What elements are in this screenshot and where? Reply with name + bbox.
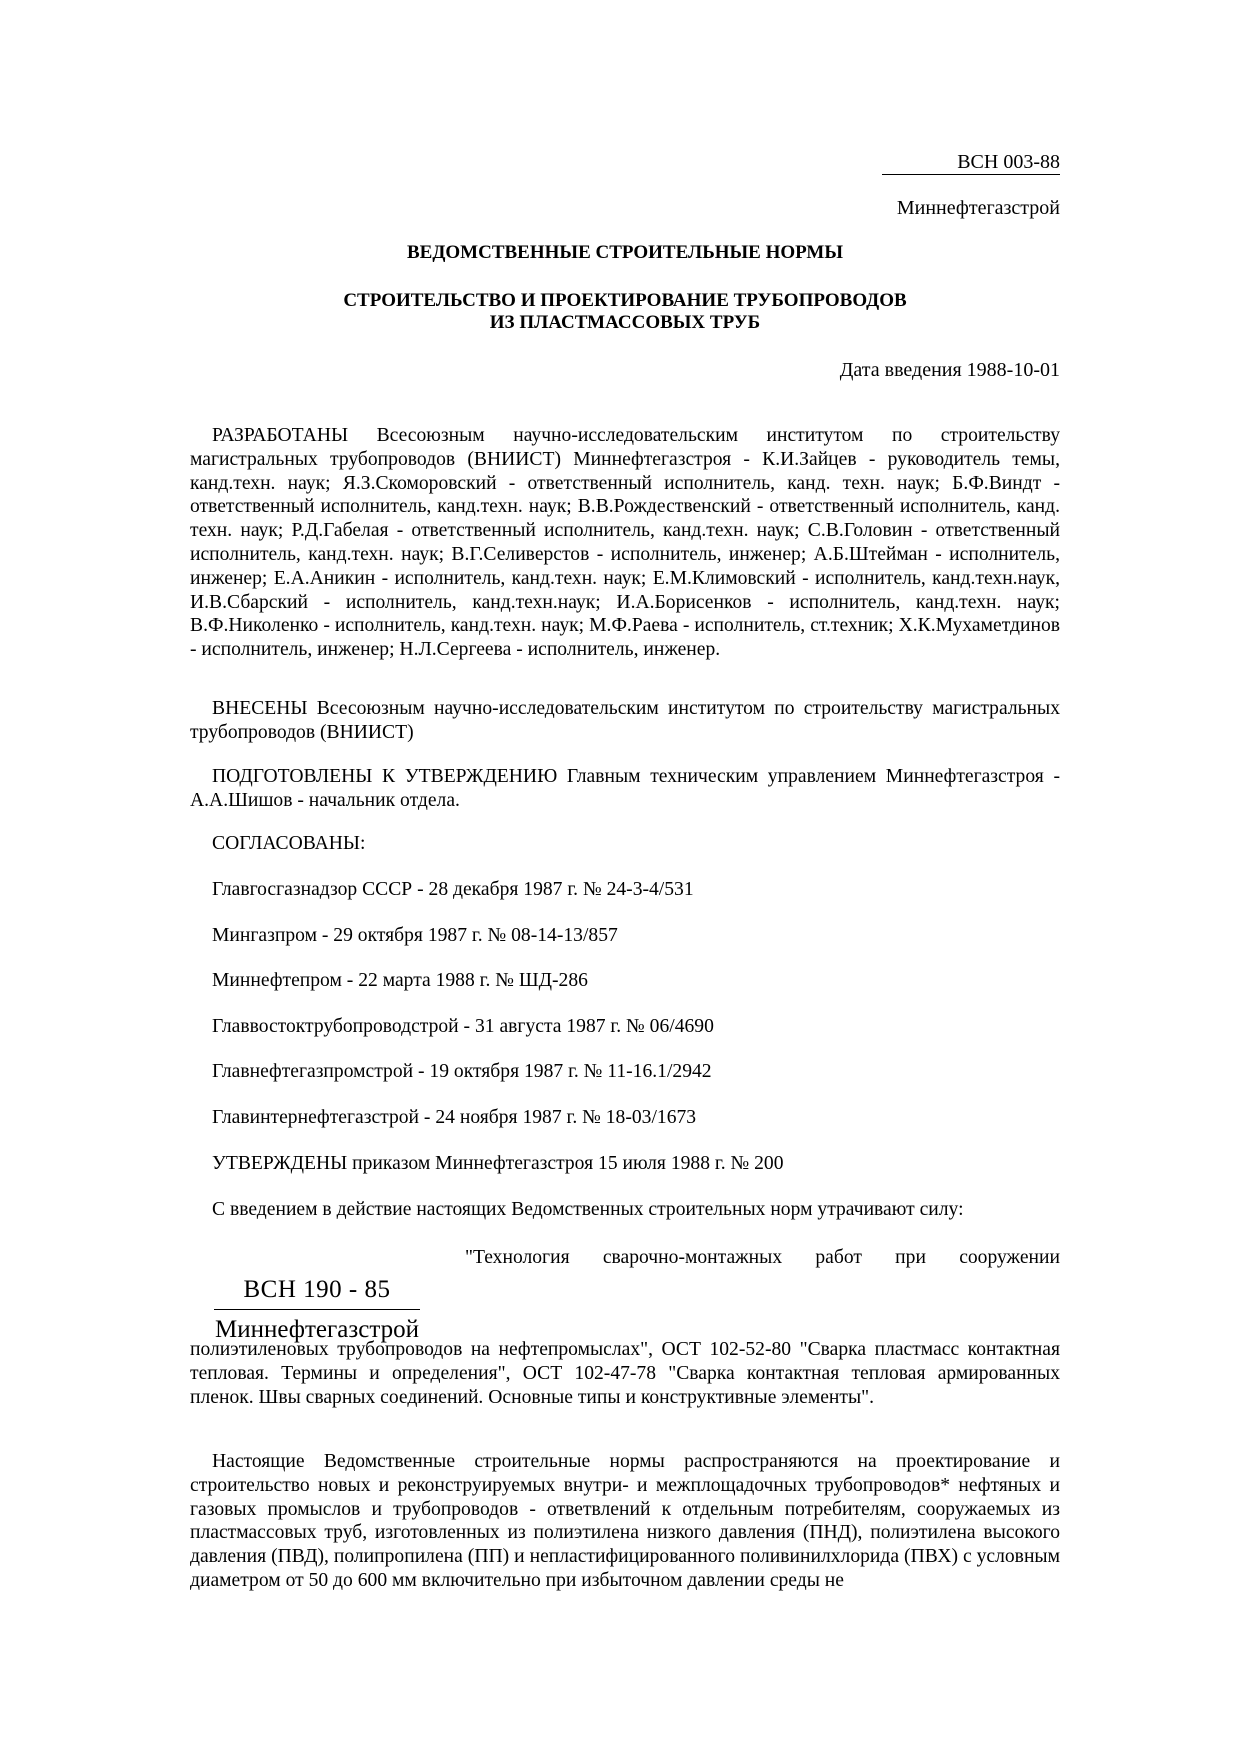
stamp-code: ВСН 190 - 85 <box>243 1276 391 1303</box>
agreement-item: Главнефтегазпромстрой - 19 октября 1987 г. № 11-16.1/2942 <box>212 1061 712 1082</box>
scope-text: Настоящие Ведомственные строительные нормы распространяются на проектирование и строительство новых и реконструируемых внутри- и межплощадочных трубопроводов* нефтяных и газовых промыслов и трубопроводов - ответвлений к отдельным потребителям, сооружаемых из пластмассовых труб, изготовленных из полиэтилена низкого давления (ПНД), полиэтилена высокого давления (ПВД), полипропилена (ПП) и непластифицированного поливинилхлорида (ПВХ) с условным диаметром от 50 до 600 мм включительно при избыточном давлении среды не <box>190 1451 1060 1591</box>
superseded-first-line: "Технология сварочно-монтажных работ при сооружении <box>465 1247 1060 1268</box>
approved-line: УТВЕРЖДЕНЫ приказом Миннефтегазстроя 15 июля 1988 г. № 200 <box>212 1153 784 1174</box>
introduction-date: Дата введения 1988-10-01 <box>839 359 1060 381</box>
introduced-text: ВНЕСЕНЫ Всесоюзным научно-исследовательским институтом по строительству магистральных трубопроводов (ВНИИСТ) <box>190 698 1060 743</box>
scope-paragraph <box>190 1450 1060 1593</box>
document-type-heading: ВЕДОМСТВЕННЫЕ СТРОИТЕЛЬНЫЕ НОРМЫ <box>406 242 844 263</box>
agreed-label: СОГЛАСОВАНЫ: <box>212 833 366 854</box>
issuing-organization: Миннефтегазстрой <box>896 197 1060 219</box>
prepared-paragraph <box>190 765 1060 813</box>
developers-text: РАЗРАБОТАНЫ Всесоюзным научно-исследовательским институтом по строительству магистральных трубопроводов (ВНИИСТ) Миннефтегазстроя - К.И.Зайцев - руководитель темы, канд.техн. наук; Я.З.Скоморовский - ответственный исполнитель, канд. техн. наук; Б.Ф.Виндт - ответственный исполнитель, канд.техн. наук; В.В.Рождественский - ответственный исполнитель, канд. техн. наук; Р.Д.Габелая - ответственный исполнитель, канд.техн. наук; С.В.Головин - ответственный исполнитель, канд.техн. наук; В.Г.Селиверстов - исполнитель, инженер; А.Б.Штейман - исполнитель, инженер; Е.А.Аникин - исполнитель, канд.техн. наук; Е.М.Климовский - исполнитель, канд.техн.наук, И.В.Сбарский - исполнитель, канд.техн.наук; И.А.Борисенков - исполнитель, канд.техн. наук; В.Ф.Николенко - исполнитель, канд.техн. наук; М.Ф.Раева - исполнитель, ст.техник; Х.К.Мухаметдинов - исполнитель, инженер; Н.Л.Сергеева - исполнитель, инженер. <box>190 425 1060 661</box>
stamp-rule <box>214 1309 420 1310</box>
agreement-item: Миннефтепром - 22 марта 1988 г. № ШД-286 <box>212 970 588 991</box>
agreement-item: Мингазпром - 29 октября 1987 г. № 08-14-13/857 <box>212 925 618 946</box>
prepared-text: ПОДГОТОВЛЕНЫ К УТВЕРЖДЕНИЮ Главным техническим управлением Миннефтегазстроя - А.А.Шишов - начальник отдела. <box>190 766 1060 811</box>
stamp-organization: Миннефтегазстрой <box>215 1316 419 1343</box>
document-title <box>190 290 1060 334</box>
agreement-item: Главвостоктрубопроводстрой - 31 августа 1987 г. № 06/4690 <box>212 1016 714 1037</box>
agreement-item: Главинтернефтегазстрой - 24 ноября 1987 г. № 18-03/1673 <box>212 1107 697 1128</box>
developers-paragraph <box>190 424 1060 662</box>
introduced-paragraph <box>190 697 1060 745</box>
document-code: ВСН 003-88 <box>957 151 1060 173</box>
document-title-line-2: ИЗ ПЛАСТМАССОВЫХ ТРУБ <box>489 312 761 333</box>
agreement-item: Главгосгазнадзор СССР - 28 декабря 1987 г. № 24-3-4/531 <box>212 879 694 900</box>
superseded-intro: С введением в действие настоящих Ведомственных строительных норм утрачивают силу: <box>212 1199 964 1220</box>
document-title-line-1: СТРОИТЕЛЬСТВО И ПРОЕКТИРОВАНИЕ ТРУБОПРОВОДОВ <box>343 290 907 311</box>
superseded-paragraph: полиэтиленовых трубопроводов на нефтепромыслах", ОСТ 102-52-80 "Сварка пластмасс контактная тепловая. Термины и определения", ОСТ 102-47-78 "Сварка контактная тепловая армированных пленок. Швы сварных соединений. Основные типы и конструктивные элементы". <box>190 1339 1060 1408</box>
header-rule <box>882 174 1060 175</box>
